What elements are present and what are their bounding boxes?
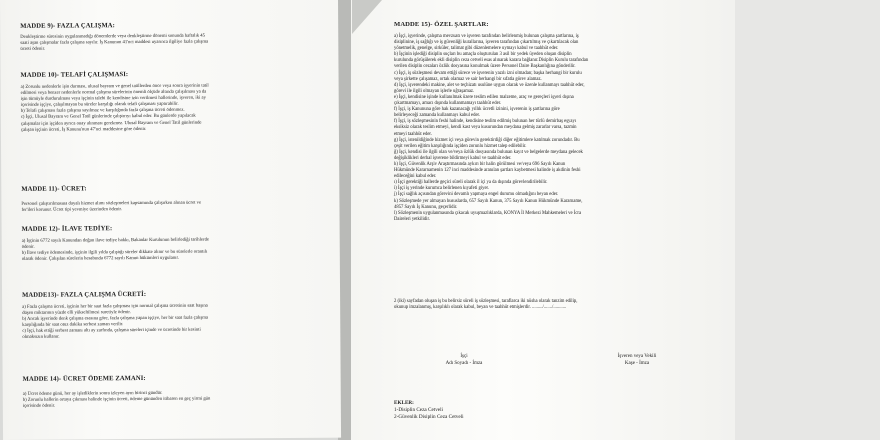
signature-caption: Adı Soyadı - İmza [445,361,483,366]
section-line: ücreti ödenir. [20,46,46,53]
closing-line: 2 (iki) sayfadan oluşan iş bu belirsiz süreli iş sözleşmesi, taraflarca iki nüsha olarak tanzim edilip, [394,299,578,304]
section-line: h) İşçi, Güvenlik Arşiv Araştırmasında aykırı bir halin görülmesi ve/veya 696 Sayılı Kanun [394,161,566,167]
section-line: d) İşçi, işverendeki makine, alet ve teçhizatı usulüne uygun olarak ve özenle kullanmayı taahhüt eder, [394,82,585,88]
right-document-page [351,0,735,440]
section-line: e) İşçi, kendisine işinde kullanılmak üzere teslim edilen malzeme, araç ve gereçleri işyeri dışına [394,94,574,100]
section-line: a) Fazla çalışma ücreti, işçinin her bir saat fazla çalışması için normal çalışma ücretinin saat başına [22,303,208,310]
section-title: MADDE 10)- TELAFİ ÇALIŞMASI: [20,71,129,79]
section-line: b) İşçinin işlediği disiplin suçları bu amaçla oluşturulan 3 asil bir yedek üyeden oluşan disiplin [394,52,572,58]
section-line: Personel çalıştırılmasına dayalı hizmet alımı sözleşmeleri kapsamında çalışırken alınan ücret ve [21,200,202,207]
signature-role: İşveren veya Vekili [617,354,657,359]
section-line: c) İşçi, Ulusal Bayram ve Genel Tatil günlerinde çalıştırıyı kabul eder. Bu günlerde yapılacak [20,114,196,121]
section-line: a) Ücret ödeme günü, her ay işlediklerin sonra izleyen ayın birinci gündür. [22,390,163,397]
section-line: Denkleştirme süresinin uygulanmadığı dönemlerde veya denkleştirme dönemi sonunda haftalık 45 [20,33,206,40]
madde-10-section [21,70,321,134]
closing-line: okunup imzalanmış, karşılıklı olarak kabul, beyan ve taahhüt etmişlerdir. ........./......./........... [394,305,567,311]
section-body [21,83,321,134]
section-line: f) İşçi, iş sözleşmesinin feshi halinde, kendisine teslim edilmiş bulunan her türlü demirbaş eşyayı [394,119,577,125]
left-document-page [0,0,341,440]
page-fold [352,0,382,34]
section-line: içerisinde ödenir. [22,403,56,410]
section-line: çıkartmamayı, amacı dışında kullanmamayı taahhüt eder. [394,101,502,107]
madde-12-section [22,224,322,263]
section-line: k) Sözleşmede yer almayan hususlarda, 657 Sayılı Kanun, 375 Sayılı Kanun Hükmünde Kararname, [394,198,583,204]
section-line: etmeyi taahhüt eder. [394,131,432,137]
madde-14-section [23,374,323,410]
section-line: işin tümüyle durdurulması veya işçinin talebi ile kendisine izin verilmesi hallerinde, işveren, iki ay [20,95,206,103]
section-line: çalışan işçinin ücreti, İş Kanunu'nun 47'nci maddesine göre ödenir. [20,126,147,133]
section-line: a) İşçi, işyerinde, çalışma mevzuatı ve işveren tarafından belirlenmiş bulunan çalışma şartlarına, iş [394,34,579,39]
madde-9-section [20,21,320,53]
section-line: Hükmünde Kararnamenin 127 inci maddesinde aranılan şartları kaybetmesi halinde iş akdinin feshi [394,168,581,174]
section-line: eksiksiz olarak teslim etmeyi, kendi kast veya kusurundan meydana gelmiş zararlar varsa, tazmin [394,125,577,131]
section-line: olarak ödenir. Çalışılan sürelerin hesabında 6772 sayılı Kanun hükümleri uygulanır. [21,256,179,263]
section-line: j) İşçi sağlık açısından görevini devamlı yapmaya engel durumu olmadığını beyan eder. [394,192,559,198]
attachments-title: EKLER: [394,400,414,406]
section-line: l) Sözleşmenin uygulanmasında çıkacak uyuşmazlıklarda, KONYA İl Merkezi Mahkemeleri ve İcra [394,210,582,216]
attachments-list [394,400,464,422]
section-line: verilen disiplin cezaları özlük dosyasına konulmak üzere Personel Daire Başkanlığına gönderilir. [394,64,576,70]
signature-role: İşçi [460,354,468,359]
section-body [21,200,321,214]
section-title: MADDE 12)- İLAVE TEDİYE: [21,225,113,233]
section-line: f) İşçi, iş Kanununa göre hak kazanacağı yıllık ücretli izinini, işverenin iş şartlarına göre [394,107,560,113]
signature-caption: Kaşe - İmza [624,361,650,366]
attachment-item: 2-Güvenlik Disiplin Ceza Cetveli [394,414,464,421]
section-body [20,33,320,53]
section-line: b) Zorunlu hallerin ortaya çıkması halinde işçinin ücreti, ödeme gününden itibaren en geç yirmi gün [22,396,211,403]
section-line: a) Zorunlu nedenlerle işin durması, ulusal bayram ve genel tatillerden önce veya sonra işyerinin tatil [20,83,209,90]
closing-statement [394,299,717,311]
section-body [22,303,322,342]
madde-11-section [21,184,321,214]
signature-employer [592,353,682,367]
section-line: fer'ileri korunur. Ücret tipi yevmiye üzerinden ödenir. [21,207,123,213]
section-title: MADDE 11)- ÜCRET: [21,185,87,193]
section-line: c) İşçi, hak ettiği serbest zamanı altı ay zarfında, çalışma süreleri içinde ve ücretinde bir kesinti [22,327,201,335]
section-line: Daireleri yetkilidir. [394,216,430,222]
section-line: veya şirkette çalışamaz, ortak olamaz ve sair herhangi bir sıfatla görev alamaz. [394,76,542,82]
section-line: olmaksızın kullanır. [22,335,60,341]
section-line: düşen miktarının yüzde elli yükseltilmesi suretiyle ödenir. [22,310,131,316]
section-line: 4857 Sayılı İş Kanunu, geçerlidir. [394,204,458,210]
section-line: kurulunda görüşülerek ekli disiplin ceza cetveli esas alınarak karara bağlanır.Disiplin Kurulu tarafından [394,58,589,64]
left-page-content [20,8,320,410]
section-line: disiplinine, iş sağlığı ve iş güvenliği kurallarına, işveren tarafından çıkartılmış ve çıkartılacak olan [394,40,579,46]
madde-13-section [22,290,322,342]
section-line: çalışmalar için işçiden ayrıca onay alınması gerekmez. Ulusal Bayram ve Genel Tatil günlerinde [20,120,202,127]
section-title: MADDE 14)- ÜCRET ÖDEME ZAMANI: [22,374,146,383]
section-line: a) İşçinin 6772 sayılı Kanundan doğan ilave tediye hakkı, Bakanlar Kurulunun belirlediği tarihlerde [21,237,210,244]
section-line: i) İşçi iş yerinde kurumca belirlenen kıyafeti giyer. [394,186,490,192]
section-line: değişiklikleri derhal işverene bildirmeyi kabul ve taahhüt eder. [394,155,512,161]
section-line: b) Telafi çalışması fazla çalışma sayılmaz ve karşılığında fazla çalışma ücreti ödenmez. [20,108,185,115]
section-line: edilmesi veya benzer nedenlerle normal çalışma sürelerinin önemli ölçüde altında çalışılması ya da [20,89,207,96]
section-body [23,390,323,410]
section-line: g) İşçi, istenildiğinde hizmet içi veya görevin gerektirdiği diğer eğitimlere katılmak zorundadır. Bu [394,137,580,143]
section-title: MADDE13)- FAZLA ÇALIŞMA ÜCRETİ: [22,290,147,299]
section-line: ı) İşçi gerektiği hallerde geçici süreli olarak il içi ya da dışında görevlendirilebilir. [394,180,548,186]
section-line: b) Ancak işyerinde denk çalışma esasına göre, fazla çalışma yapan işçiye, her bir saat fazla çalışma [22,315,208,323]
attachment-item: 1-Disiplin Ceza Cetveli [394,407,443,414]
section-body [394,34,717,223]
section-line: saati aşan çalışmalar fazla çalışma sayılır. İş Kanunun 41'nci maddesi uyarınca ilgiliye fazla çalışma [20,39,209,46]
section-line: ğ) İşçi, kendisi ile ilgili olan ve/veya özlük dosyasında bulunan kayıt ve belgelerde meydana gelecek [394,149,583,155]
section-line: edileceğini kabul eder. [394,174,437,180]
section-line: yönetmelik, genelge, sirküler, talimat gibi düzenlemelere uymayı kabul ve taahhüt eder. [394,46,559,52]
section-line: ödenir. [21,244,35,250]
section-line: karşılığında bir saat otuz dakika serbest zaman verilir. [22,322,124,329]
section-line: görevi ile ilgili olmayan işlerle uğraşamaz. [394,88,475,94]
background-surface [735,0,880,440]
section-line: içerisinde işçiye, çalışılmayan bu süreler karşılığı olarak telafi çalışması yaptırabilir. [20,102,179,109]
section-line: çeşit verilen eğitim karşılığında işçiden zorunlu hizmet talep edilebilir. [394,143,527,149]
section-body [22,237,322,263]
section-title: MADDE 9)- FAZLA ÇALIŞMA: [20,22,115,30]
madde-15-section [394,21,717,223]
section-line: b) İlave tediye ödemesinde, işçinin ilgili yılda çalıştığı süreler dikkate alınır ve bu sürelerle orantılı [21,249,208,257]
signature-employee [429,353,499,367]
section-line: c) İşçi, iş sözleşmesi devam ettiği sürece ve işverenin yazılı izni olmadan; başka herhangi bir kurulu [394,70,582,76]
section-title: MADDE 15)- ÖZEL ŞARTLAR: [394,21,489,28]
section-line: belirleyeceği zamanda kullanmayı kabul eder. [394,113,481,119]
